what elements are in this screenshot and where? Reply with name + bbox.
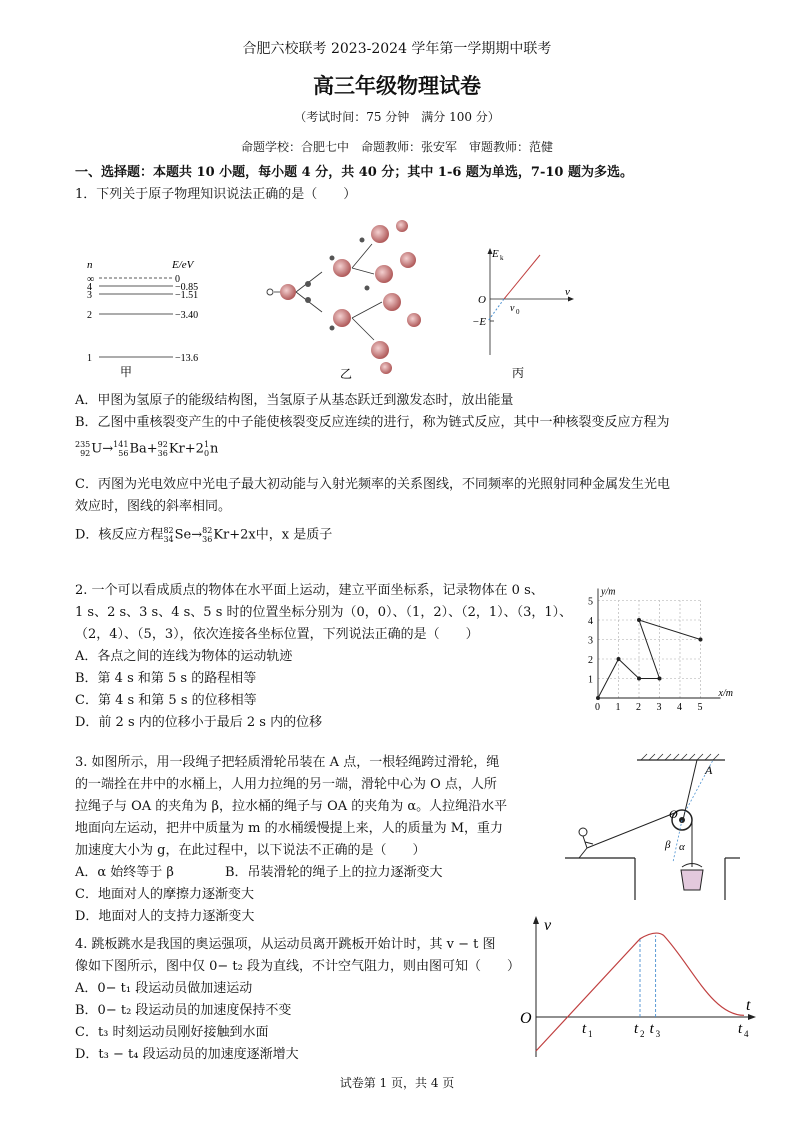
- y-tick-label: 3: [588, 635, 593, 647]
- q4-option-b: B．0− t₂ 段运动员的加速度保持不变: [75, 1003, 292, 1018]
- n-label: n: [87, 259, 93, 271]
- v-axis-label: v: [544, 917, 552, 934]
- section-heading: 一、选择题：本题共 10 小题，每小题 4 分，共 40 分；其中 1-6 题为单选，7-10 题为多选。: [75, 165, 633, 180]
- data-point: [637, 677, 641, 681]
- v-axis-arrow: [533, 916, 539, 924]
- exam-name: 合肥六校联考 2023-2024 学年第一学期期中联考: [242, 41, 552, 57]
- data-point: [699, 638, 703, 642]
- point-o-label: O: [669, 807, 678, 821]
- v-label: v: [565, 286, 570, 298]
- t-tick-sub: 3: [655, 1029, 661, 1039]
- page-footer: 试卷第 1 页，共 4 页: [339, 1076, 455, 1090]
- x-tick-label: 4: [677, 702, 682, 713]
- x-axis-label: x/m: [718, 688, 733, 699]
- caption-jia: 甲: [120, 365, 133, 379]
- caption-yi: 乙: [340, 367, 353, 381]
- t-axis-arrow: [748, 1014, 756, 1020]
- photoelectric-graph: [470, 245, 580, 383]
- q3-option-c: C．地面对人的摩擦力逐渐变大: [75, 887, 254, 902]
- e-label: E/eV: [172, 259, 194, 271]
- q1-option-b: B．乙图中重核裂变产生的中子能使核裂变反应连续的进行，称为链式反应，其中一种核裂变反应方程为: [75, 415, 670, 430]
- beta-label: β: [665, 839, 671, 851]
- x-tick-label: 2: [636, 702, 641, 713]
- caption-bing: 丙: [512, 366, 525, 380]
- x-tick-label: 0: [595, 702, 600, 713]
- q3-line1: 3. 如图所示，用一段绳子把轻质滑轮吊装在 A 点，一根轻绳跨过滑轮，绳: [75, 755, 500, 770]
- point-a-label: A: [705, 763, 713, 777]
- level-n-label: 2: [87, 310, 92, 321]
- t-tick-label: t: [649, 1021, 654, 1037]
- minus-e-label: −E: [472, 316, 487, 328]
- t-tick-sub: 1: [588, 1029, 593, 1039]
- data-point: [617, 657, 621, 661]
- energy-level-diagram: [75, 250, 215, 380]
- q3-option-d: D．地面对人的支持力逐渐变大: [75, 909, 255, 924]
- page-title: 高三年级物理试卷: [313, 74, 481, 98]
- q1-fission-equation: 235 92U→141 56Ba+92 36Kr+21 0n: [75, 440, 219, 458]
- u-nuclide-numbers: 235 92: [75, 440, 91, 458]
- level-e-label: −3.40: [175, 310, 199, 321]
- ek-sub: k: [500, 254, 504, 262]
- t-axis-label: t: [746, 997, 751, 1014]
- q3-line3: 拉绳子与 OA 的夹角为 β，拉水桶的绳子与 OA 的夹角为 α。人拉绳沿水平: [75, 799, 508, 814]
- t-tick-label: t: [634, 1021, 639, 1037]
- q1-stem: 1．下列关于原子物理知识说法正确的是（ ）: [75, 187, 357, 202]
- x-tick-label: 5: [697, 702, 703, 713]
- q3-line4: 地面向左运动，把井中质量为 m 的水桶缓慢提上来，人的质量为 M，重力: [75, 821, 504, 836]
- level-n-label: ∞: [87, 274, 95, 285]
- alpha-label: α: [679, 841, 685, 853]
- q3-line2: 的一端拴在井中的水桶上，人用力拉绳的另一端，滑轮中心为 O 点，人所: [75, 777, 497, 792]
- level-n-label: 4: [87, 282, 92, 293]
- origin-label: O: [478, 294, 486, 306]
- x-tick-label: 3: [656, 702, 662, 713]
- t-tick-label: t: [738, 1021, 743, 1037]
- q2-line3: （2，4）、（5，3），依次连接各坐标位置，下列说法正确的是（ ）: [75, 627, 479, 642]
- trajectory-line: [598, 620, 701, 698]
- level-n-label: 1: [87, 353, 92, 364]
- level-e-label: −0.85: [175, 282, 199, 293]
- levels: [87, 274, 198, 364]
- q3-option-b: B．吊装滑轮的绳子上的拉力逐渐变大: [225, 865, 443, 880]
- y-tick-label: 2: [588, 655, 593, 666]
- q2-option-b: B．第 4 s 和第 5 s 的路程相等: [75, 671, 257, 686]
- y-axis-label: y/m: [601, 586, 616, 598]
- q2-line1: 2. 一个可以看成质点的物体在水平面上运动，建立平面坐标系，记录物体在 0 s、: [75, 583, 544, 598]
- y-tick-label: 1: [588, 674, 593, 686]
- q1-option-c: C．丙图为光电效应中光电子最大初动能与入射光频率的关系图线，不同频率的光照射同种金属发生光电: [75, 477, 670, 492]
- q3-option-a: A．α 始终等于 β: [75, 865, 174, 880]
- y-tick-label: 5: [588, 596, 593, 608]
- t-tick-sub: 2: [640, 1029, 645, 1039]
- level-e-label: −1.51: [175, 290, 199, 301]
- q1-option-a: A．甲图为氢原子的能级结构图，当氢原子从基态跃迁到激发态时，放出能量: [75, 393, 514, 408]
- q3-line5: 加速度大小为 g，在此过程中，以下说法不正确的是（ ）: [75, 843, 426, 858]
- q4-option-d: D．t₃ − t₄ 段运动员的加速度逐渐增大: [75, 1047, 299, 1062]
- pulley-well-diagram: [565, 752, 740, 902]
- q1-option-d: D．核反应方程82 34Se→82 36Kr+2x中，x 是质子: [75, 526, 333, 544]
- data-point: [658, 677, 662, 681]
- q4-option-a: A．0− t₁ 段运动员做加速运动: [75, 981, 253, 996]
- origin-label: O: [520, 1010, 532, 1027]
- chain-reaction-diagram: [262, 210, 432, 382]
- time-info: （考试时间：75 分钟 满分 100 分）: [294, 110, 500, 124]
- q4-vt-graph: [514, 912, 764, 1062]
- level-n-label: 3: [87, 290, 92, 301]
- q4-line2: 像如下图所示，图中仅 0− t₂ 段为直线，不计空气阻力，则由图可知（ ）: [75, 959, 520, 974]
- q2-position-chart: [582, 578, 747, 713]
- q2-option-c: C．第 4 s 和第 5 s 的位移相等: [75, 693, 257, 708]
- q4-line1: 4. 跳板跳水是我国的奥运强项，从运动员离开跳板开始计时，其 v − t 图: [75, 937, 496, 952]
- data-point: [596, 696, 600, 700]
- y-tick-label: 4: [588, 616, 593, 627]
- data-point: [637, 618, 641, 622]
- q2-option-d: D．前 2 s 内的位移小于最后 2 s 内的位移: [75, 715, 323, 730]
- ek-label: E: [492, 248, 499, 260]
- staff-info: 命题学校：合肥七中 命题教师：张安军 审题教师：范健: [240, 140, 553, 154]
- q1-option-c-cont: 效应时，图线的斜率相同。: [75, 499, 232, 514]
- level-e-label: 0: [175, 274, 180, 285]
- q2-line2: 1 s、2 s、3 s、4 s、5 s 时的位置坐标分别为（0，0）、（1，2）、（2，1）、（3，1）、: [75, 605, 573, 620]
- nucleus-icon: [280, 284, 296, 300]
- v0-label: v: [510, 303, 515, 314]
- t-tick-sub: 4: [744, 1029, 749, 1039]
- x-tick-label: 1: [615, 702, 621, 713]
- q2-option-a: A．各点之间的连线为物体的运动轨迹: [75, 649, 293, 664]
- t-tick-label: t: [582, 1021, 587, 1037]
- level-e-label: −13.6: [175, 353, 199, 364]
- v0-sub: 0: [516, 308, 520, 316]
- q4-option-c: C．t₃ 时刻运动员刚好接触到水面: [75, 1025, 269, 1040]
